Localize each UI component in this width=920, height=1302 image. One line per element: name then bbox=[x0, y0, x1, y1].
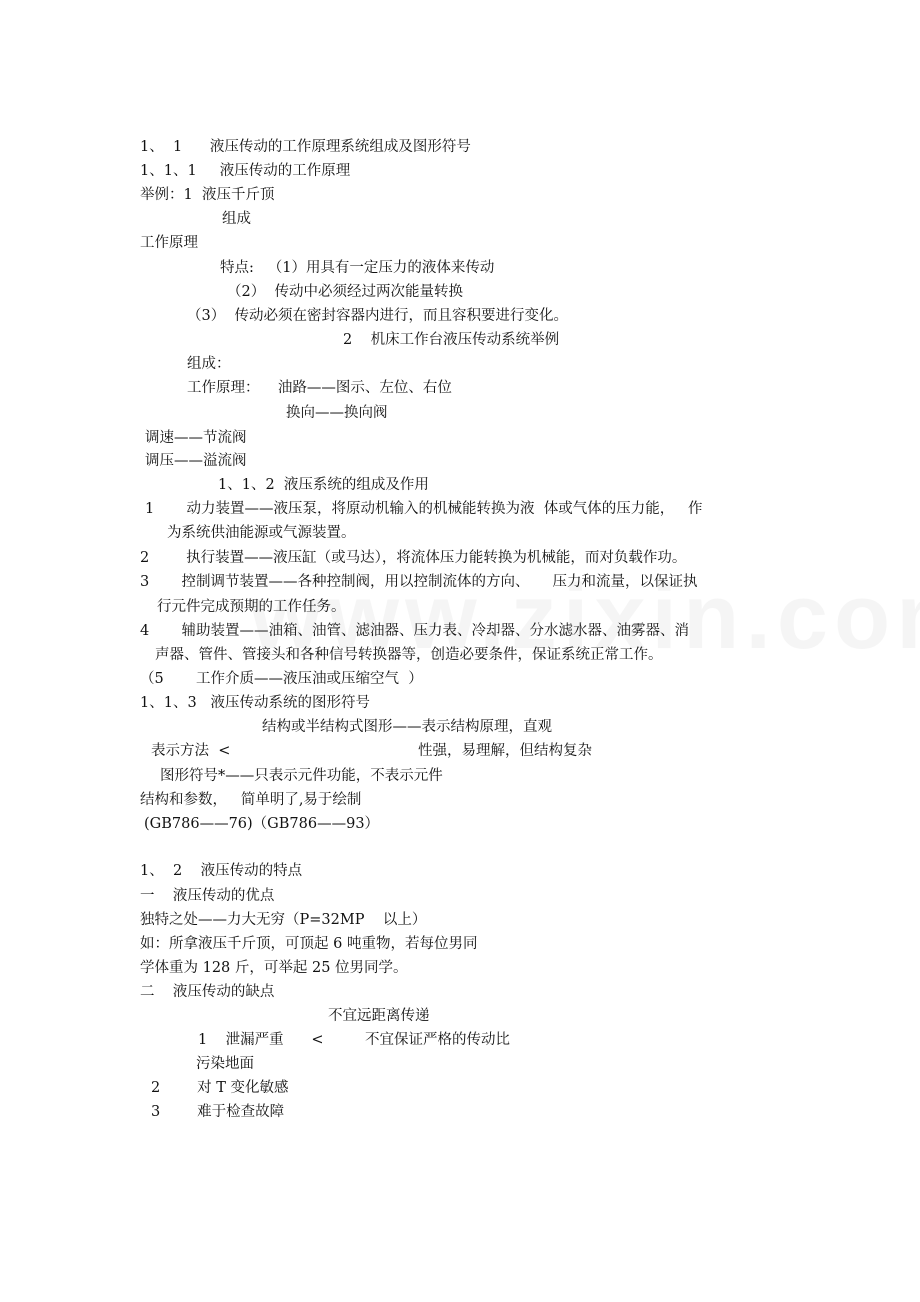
composition-label-2: 组成： bbox=[187, 356, 231, 372]
composition-label: 组成 bbox=[222, 211, 251, 227]
structural-diagram-line: 结构或半结构式图形——表示结构原理，直观 bbox=[262, 719, 552, 735]
example-jack-cont: 学体重为 128 斤，可举起 25 位男同学。 bbox=[140, 960, 408, 976]
section-1-1-3-heading: 1、1、3 液压传动系统的图形符号 bbox=[140, 695, 371, 711]
graphic-symbol-cont: 结构和参数， 简单明了,易于绘制 bbox=[140, 792, 362, 808]
feature-1: 特点: （1）用具有一定压力的液体来传动 bbox=[220, 260, 495, 276]
feature-2: （2） 传动中必须经过两次能量转换 bbox=[227, 284, 463, 300]
unique-feature-line: 独特之处——力大无穷（P=32MP 以上） bbox=[140, 912, 427, 928]
component-1: 1 动力装置——液压泵，将原动机输入的机械能转换为液 体或气体的压力能， 作 bbox=[145, 501, 703, 517]
working-principle-label: 工作原理 bbox=[140, 235, 198, 251]
leakage-line: 1 泄漏严重 < 不宜保证严格的传动比 bbox=[198, 1032, 510, 1048]
component-5: （5 工作介质——液压油或压缩空气 ） bbox=[140, 671, 423, 687]
feature-3: （3） 传动必须在密封容器内进行，而且容积要进行变化。 bbox=[187, 308, 568, 324]
component-4: 4 辅助装置——油箱、油管、滤油器、压力表、冷却器、分水滤水器、油雾器、消 bbox=[140, 623, 689, 639]
representation-method-label: 表示方法 < bbox=[151, 743, 231, 759]
speed-regulation-line: 调速——节流阀 bbox=[145, 430, 247, 446]
example-2-heading: 2 机床工作台液压传动系统举例 bbox=[343, 332, 560, 348]
section-1-2-heading: 1、 2 液压传动的特点 bbox=[140, 863, 303, 879]
direction-change-line: 换向——换向阀 bbox=[286, 405, 388, 421]
no-long-distance-line: 不宜远距离传递 bbox=[328, 1008, 430, 1024]
section-1-1-1-heading: 1、1、1 液压传动的工作原理 bbox=[140, 163, 351, 179]
component-3: 3 控制调节装置——各种控制阀，用以控制流体的方向、 压力和流量，以保证执 bbox=[140, 574, 698, 590]
ground-pollution-line: 污染地面 bbox=[196, 1056, 254, 1072]
section-1-1-2-heading: 1、1、2 液压系统的组成及作用 bbox=[218, 477, 429, 493]
disadvantages-heading: 二 液压传动的缺点 bbox=[140, 984, 275, 1000]
component-1-cont: 为系统供油能源或气源装置。 bbox=[167, 525, 356, 541]
example-line: 举例：1 液压千斤顶 bbox=[140, 187, 275, 203]
component-3-cont: 行元件完成预期的工作任务。 bbox=[157, 599, 346, 615]
standard-codes: (GB786——76)（GB786——93） bbox=[144, 816, 380, 832]
section-1-1-heading: 1、 1 液压传动的工作原理系统组成及图形符号 bbox=[140, 139, 471, 155]
component-4-cont: 声器、管件、管接头和各种信号转换器等，创造必要条件，保证系统正常工作。 bbox=[155, 647, 663, 663]
oil-path-line: 工作原理： 油路——图示、左位、右位 bbox=[187, 380, 452, 396]
advantages-heading: 一 液压传动的优点 bbox=[140, 888, 275, 904]
graphic-symbol-line: 图形符号*——只表示元件功能，不表示元件 bbox=[160, 768, 443, 784]
temperature-sensitive-line: 2 对 T 变化敏感 bbox=[151, 1080, 289, 1096]
component-2: 2 执行装置——液压缸（或马达），将流体压力能转换为机械能，而对负载作功。 bbox=[140, 550, 687, 566]
pressure-regulation-line: 调压——溢流阀 bbox=[145, 453, 247, 469]
fault-detection-line: 3 难于检查故障 bbox=[151, 1104, 285, 1120]
structural-diagram-cont: 性强，易理解，但结构复杂 bbox=[418, 743, 592, 759]
example-jack-line: 如：所拿液压千斤顶，可顶起 6 吨重物，若每位男同 bbox=[140, 936, 478, 952]
